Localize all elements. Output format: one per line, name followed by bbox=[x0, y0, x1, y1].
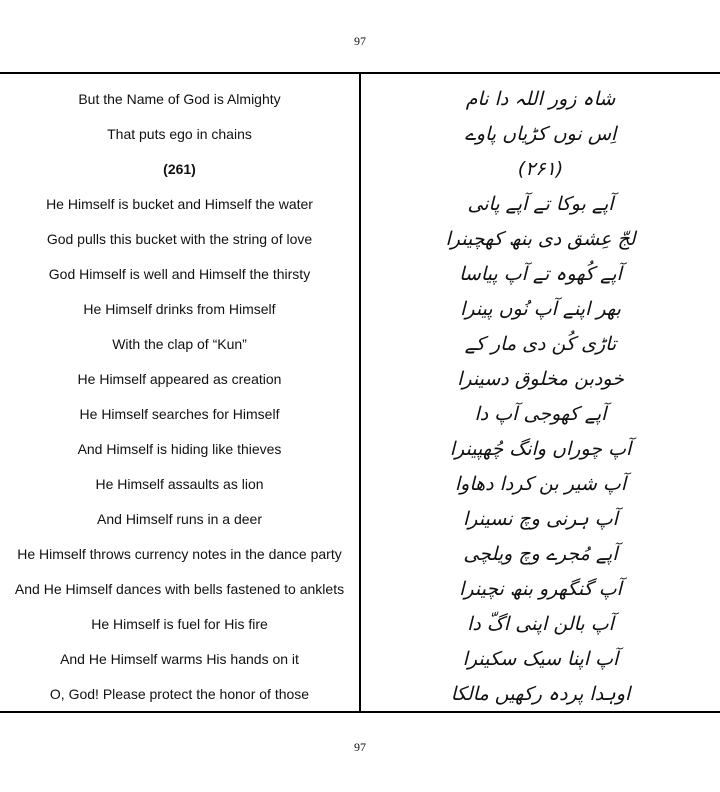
verse-row bbox=[0, 151, 720, 186]
verse-row bbox=[0, 186, 720, 221]
english-translation: He Himself searches for Himself bbox=[79, 405, 280, 422]
english-translation: And Himself runs in a deer bbox=[97, 510, 262, 527]
verse-row bbox=[0, 81, 720, 116]
urdu-verse: آپے بوکا تے آپے پانی bbox=[467, 192, 614, 215]
page-number-top: 97 bbox=[354, 34, 366, 48]
verse-row bbox=[0, 676, 720, 711]
verse-row bbox=[0, 641, 720, 676]
english-translation: That puts ego in chains bbox=[107, 125, 252, 142]
page-number-bottom: 97 bbox=[354, 740, 366, 754]
urdu-verse: آپ بالن اپنی اگّ دا bbox=[467, 612, 614, 635]
verse-row bbox=[0, 501, 720, 536]
urdu-verse: لجّ عِشق دی بنھ کھچینرا bbox=[445, 227, 636, 250]
urdu-verse: آپ اپنا سیک سکینرا bbox=[462, 647, 619, 670]
urdu-verse: آپ گنگھرو بنھ نچینرا bbox=[459, 577, 622, 600]
urdu-verse: آپے کُھوہ تے آپ پیاسا bbox=[459, 262, 622, 285]
english-translation: He Himself throws currency notes in the dance party bbox=[17, 545, 342, 562]
urdu-verse: آپ شیر بن کردا دھاوا bbox=[454, 472, 627, 495]
verse-row bbox=[0, 431, 720, 466]
urdu-verse: آپ چوراں وانگ چُھپینرا bbox=[449, 437, 632, 460]
verse-row bbox=[0, 396, 720, 431]
verse-row bbox=[0, 256, 720, 291]
english-translation: He Himself is bucket and Himself the water bbox=[46, 195, 313, 212]
verse-row bbox=[0, 571, 720, 606]
english-translation: He Himself is fuel for His fire bbox=[91, 615, 268, 632]
urdu-verse: تاڑی کُن دی مار کے bbox=[464, 332, 617, 355]
english-translation: He Himself drinks from Himself bbox=[83, 300, 276, 317]
urdu-verse: آپے کھوجی آپ دا bbox=[474, 402, 607, 425]
urdu-verse: آپ ہرنی وچ نسینرا bbox=[463, 507, 618, 530]
urdu-verse: بھر اپنے آپ نُوں پینرا bbox=[460, 297, 621, 320]
english-translation: And He Himself warms His hands on it bbox=[60, 650, 299, 667]
verse-row bbox=[0, 361, 720, 396]
verse-row bbox=[0, 116, 720, 151]
urdu-verse: (۲۶۱) bbox=[517, 157, 564, 180]
urdu-verse: اوہدا پردہ رکھیں مالکا bbox=[450, 682, 631, 705]
verse-row bbox=[0, 536, 720, 571]
verse-row bbox=[0, 221, 720, 256]
urdu-verse: شاہ زور اللہ دا نام bbox=[465, 87, 616, 110]
verse-row bbox=[0, 291, 720, 326]
english-translation: He Himself appeared as creation bbox=[77, 370, 282, 387]
verse-row bbox=[0, 466, 720, 501]
verse-row bbox=[0, 326, 720, 361]
poem-translation-table bbox=[0, 72, 720, 713]
english-translation: And He Himself dances with bells fastened to anklets bbox=[14, 580, 345, 597]
urdu-verse: اِس نوں کڑیاں پاوے bbox=[464, 122, 617, 145]
verse-row bbox=[0, 606, 720, 641]
english-translation: But the Name of God is Almighty bbox=[78, 90, 281, 107]
english-translation: God pulls this bucket with the string of love bbox=[46, 230, 313, 247]
english-translation: God Himself is well and Himself the thirsty bbox=[48, 265, 311, 282]
urdu-verse: خودبن مخلوق دسینرا bbox=[457, 367, 624, 390]
english-translation: And Himself is hiding like thieves bbox=[77, 440, 282, 457]
english-translation: With the clap of “Kun” bbox=[112, 335, 247, 352]
english-translation: O, God! Please protect the honor of those bbox=[49, 685, 310, 702]
urdu-verse: آپے مُجرے وچ ویلچی bbox=[463, 542, 618, 565]
english-translation: He Himself assaults as lion bbox=[95, 475, 264, 492]
english-translation: (261) bbox=[163, 160, 196, 177]
